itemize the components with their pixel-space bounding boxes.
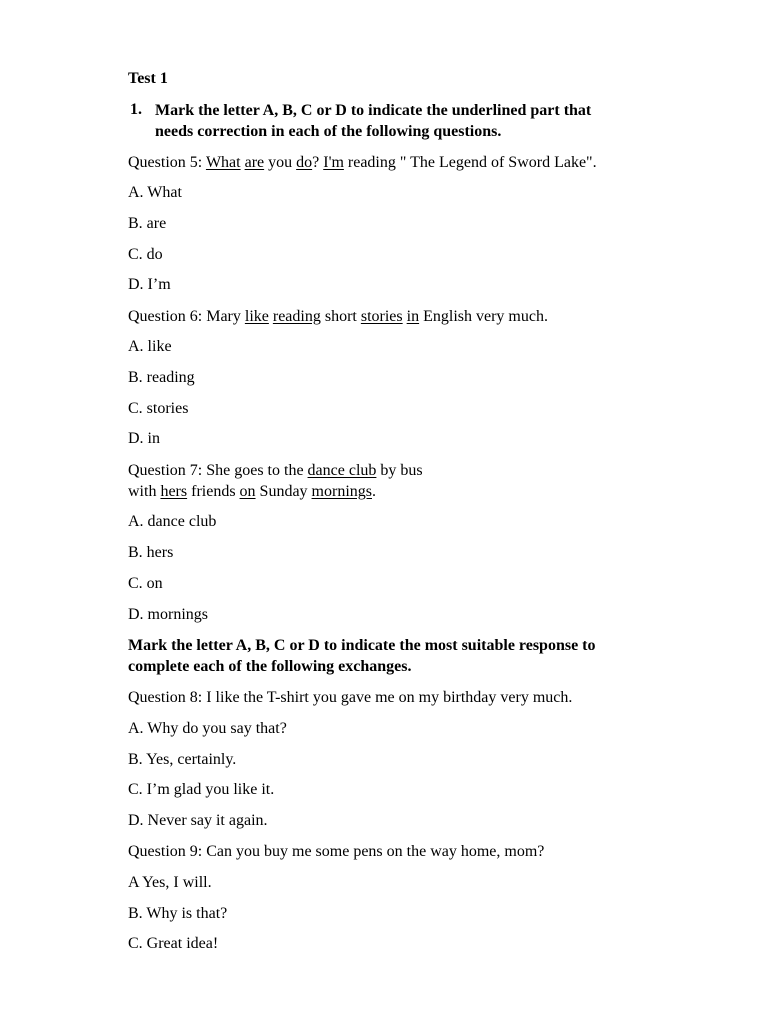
- text-segment: English very much.: [419, 308, 548, 325]
- text-segment: friends: [187, 483, 240, 500]
- q9-option-c: C. Great idea!: [128, 935, 219, 952]
- question-6: [128, 307, 548, 327]
- q8-option-b: B. Yes, certainly.: [128, 751, 237, 768]
- question-7-line1: [128, 461, 423, 481]
- section2-instruction-line1: Mark the letter A, B, C or D to indicate the most suitable response to: [128, 637, 596, 654]
- underlined-reading: reading: [272, 308, 321, 325]
- underlined-are: are: [244, 154, 265, 171]
- q5-option-a: A. What: [128, 184, 182, 201]
- q7-option-a: A. dance club: [128, 513, 217, 530]
- underlined-mornings: mornings: [311, 483, 372, 500]
- text-segment: reading " The Legend of Sword Lake".: [343, 154, 597, 171]
- q8-option-d: D. Never say it again.: [128, 812, 268, 829]
- underlined-do: do: [296, 154, 313, 171]
- q6-option-a: A. like: [128, 338, 172, 355]
- q5-option-d: D. I’m: [128, 276, 171, 293]
- underlined-hers: hers: [160, 483, 188, 500]
- q6-option-d: D. in: [128, 430, 160, 447]
- underlined-stories: stories: [360, 308, 403, 325]
- q9-option-b: B. Why is that?: [128, 905, 228, 922]
- q8-option-a: A. Why do you say that?: [128, 720, 287, 737]
- underlined-im: I'm: [323, 154, 344, 171]
- question-7-line2: [128, 482, 376, 502]
- text-segment: Question 7: She goes to the: [128, 462, 308, 479]
- underlined-like: like: [244, 308, 269, 325]
- text-segment: by bus: [376, 462, 423, 479]
- text-segment: short: [320, 308, 361, 325]
- test-title: Test 1: [128, 70, 168, 87]
- q7-option-b: B. hers: [128, 544, 174, 561]
- question-6-label: Question 6: Mary: [128, 308, 245, 325]
- text-segment: .: [372, 483, 376, 500]
- q9-option-a: A Yes, I will.: [128, 874, 212, 891]
- section2-instruction-line2: complete each of the following exchanges.: [128, 658, 412, 675]
- underlined-on: on: [239, 483, 256, 500]
- question-8: Question 8: I like the T-shirt you gave me on my birthday very much.: [128, 689, 573, 706]
- q5-option-c: C. do: [128, 246, 163, 263]
- question-9: Question 9: Can you buy me some pens on the way home, mom?: [128, 843, 545, 860]
- q6-option-b: B. reading: [128, 369, 195, 386]
- underlined-dance-club: dance club: [307, 462, 377, 479]
- section1-instruction-line1: Mark the letter A, B, C or D to indicate the underlined part that: [155, 102, 592, 119]
- q7-option-c: C. on: [128, 575, 163, 592]
- section-number: 1.: [130, 101, 142, 118]
- underlined-what: What: [205, 154, 241, 171]
- q6-option-c: C. stories: [128, 400, 189, 417]
- q8-option-c: C. I’m glad you like it.: [128, 781, 275, 798]
- question-5: [128, 153, 597, 173]
- underlined-in: in: [406, 308, 420, 325]
- text-segment: Sunday: [255, 483, 312, 500]
- q7-option-d: D. mornings: [128, 606, 208, 623]
- text-segment: with: [128, 483, 161, 500]
- question-5-label: Question 5:: [128, 154, 206, 171]
- q5-option-b: B. are: [128, 215, 167, 232]
- text-segment: you: [264, 154, 297, 171]
- text-segment: ?: [312, 154, 324, 171]
- section1-instruction-line2: needs correction in each of the following questions.: [155, 123, 502, 140]
